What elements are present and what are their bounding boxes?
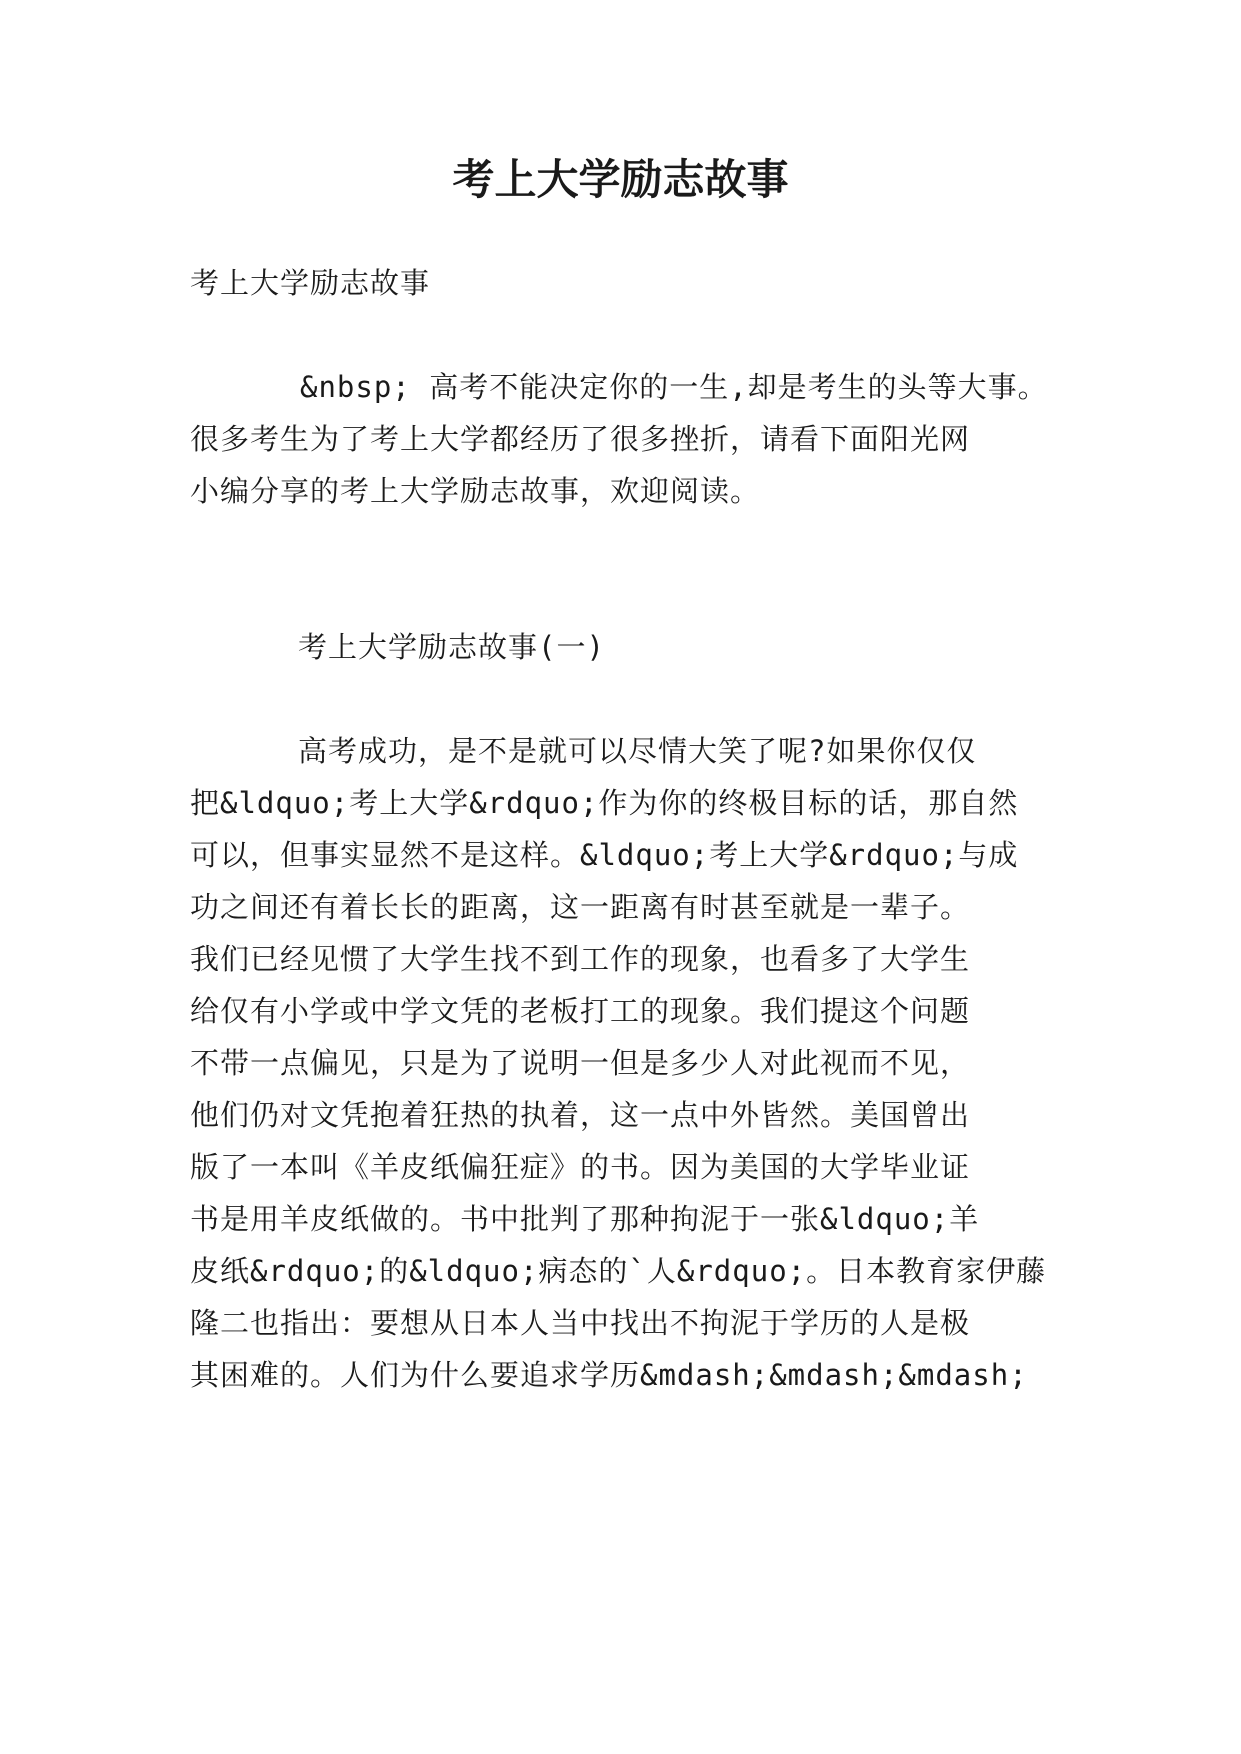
body-line: 功之间还有着长长的距离，这一距离有时甚至就是一辈子。 — [190, 890, 971, 924]
body-line: 我们已经见惯了大学生找不到工作的现象，也看多了大学生 — [190, 942, 971, 976]
body-line: 可以，但事实显然不是这样。&ldquo;考上大学&rdquo;与成 — [190, 838, 1019, 872]
body-line: 高考成功，是不是就可以尽情大笑了呢?如果你仅仅 — [298, 734, 977, 768]
intro-line: &nbsp; 高考不能决定你的一生,却是考生的头等大事。 — [300, 370, 1048, 404]
body-line: 隆二也指出：要想从日本人当中找出不拘泥于学历的人是极 — [190, 1306, 971, 1340]
body-line: 版了一本叫《羊皮纸偏狂症》的书。因为美国的大学毕业证 — [190, 1150, 971, 1184]
body-line: 不带一点偏见，只是为了说明一但是多少人对此视而不见， — [190, 1046, 971, 1080]
document-title: 考上大学励志故事 — [452, 155, 789, 204]
intro-line: 小编分享的考上大学励志故事，欢迎阅读。 — [190, 474, 761, 508]
body-line: 书是用羊皮纸做的。书中批判了那种拘泥于一张&ldquo;羊 — [190, 1202, 980, 1236]
section-heading: 考上大学励志故事(一) — [298, 630, 605, 664]
intro-line: 很多考生为了考上大学都经历了很多挫折，请看下面阳光网 — [190, 422, 971, 456]
body-line: 他们仍对文凭抱着狂热的执着，这一点中外皆然。美国曾出 — [190, 1098, 971, 1132]
body-line: 其困难的。人们为什么要追求学历&mdash;&mdash;&mdash; — [190, 1358, 1028, 1392]
body-line: 把&ldquo;考上大学&rdquo;作为你的终极目标的话，那自然 — [190, 786, 1019, 820]
body-line: 皮纸&rdquo;的&ldquo;病态的`人&rdquo;。日本教育家伊藤 — [190, 1254, 1047, 1288]
document-subtitle: 考上大学励志故事 — [190, 266, 431, 300]
body-line: 给仅有小学或中学文凭的老板打工的现象。我们提这个问题 — [190, 994, 971, 1028]
